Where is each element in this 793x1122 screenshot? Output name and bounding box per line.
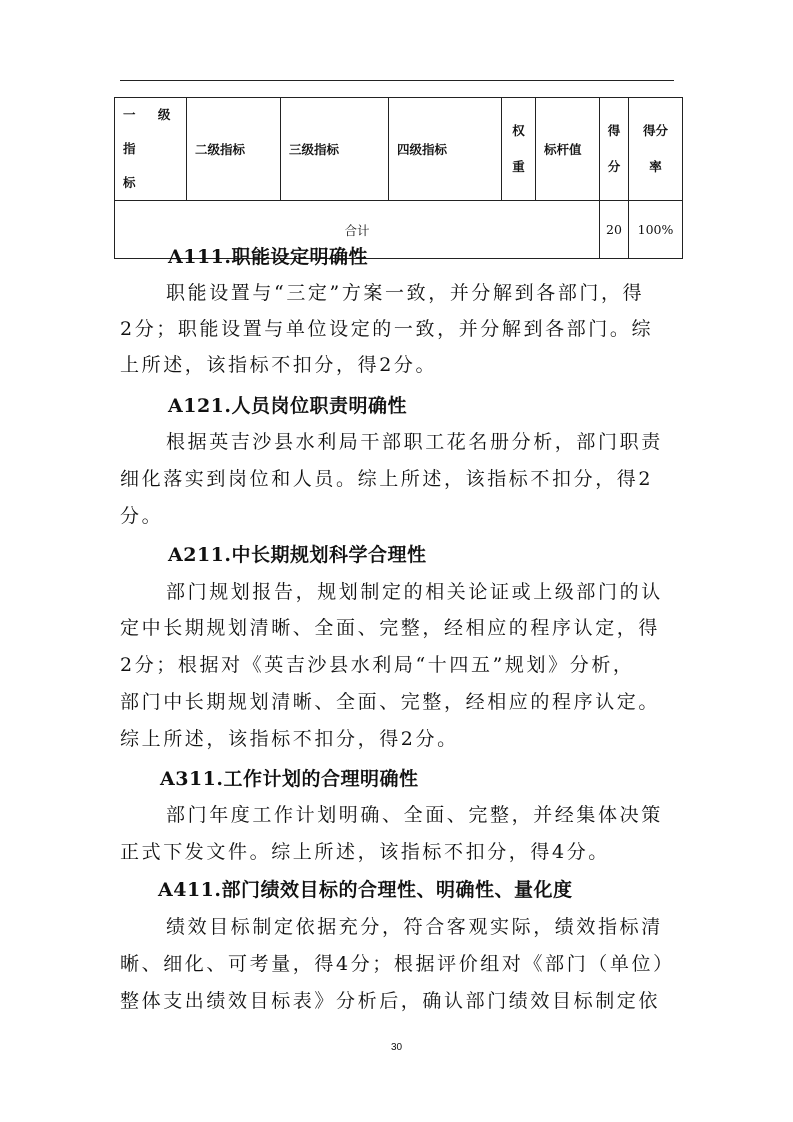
- paragraph-line: 绩效目标制定依据充分，符合客观实际，绩效指标清: [166, 916, 663, 938]
- total-score: 20: [600, 201, 629, 259]
- paragraph-line: 整体支出绩效目标表》分析后，确认部门绩效目标制定依: [120, 990, 661, 1012]
- header-level3: 三级指标: [281, 98, 389, 201]
- header-weight-line1: 权: [512, 123, 525, 138]
- header-score-line1: 得: [607, 123, 621, 138]
- header-level1: [115, 98, 187, 201]
- header-weight-line2: 重: [512, 159, 525, 174]
- header-level1-line1: 一 级 指: [123, 107, 180, 156]
- header-level2: 二级指标: [187, 98, 281, 201]
- paragraph-line: 根据英吉沙县水利局干部职工花名册分析，部门职责: [166, 431, 663, 453]
- header-benchmark: 标杆值: [536, 98, 600, 201]
- header-level1-line2: 标: [123, 175, 136, 190]
- paragraph-line: 2分；职能设置与单位设定的一致，并分解到各部门。综: [120, 318, 654, 340]
- paragraph-line: 晰、细化、可考量，得4分；根据评价组对《部门（单位）: [120, 953, 675, 975]
- score-table: [114, 97, 683, 259]
- section-heading: A121.人员岗位职责明确性: [168, 395, 408, 417]
- header-level4: 四级指标: [389, 98, 502, 201]
- paragraph-line: 部门中长期规划清晰、全面、完整，经相应的程序认定。: [120, 691, 661, 713]
- paragraph-line: 2分；根据对《英吉沙县水利局“十四五”规划》分析，: [120, 654, 635, 676]
- paragraph-line: 定中长期规划清晰、全面、完整，经相应的程序认定，得: [120, 617, 661, 639]
- total-label: 合计: [115, 201, 600, 259]
- header-score: [600, 98, 629, 201]
- paragraph-line: 职能设置与“三定”方案一致，并分解到各部门，得: [166, 282, 645, 304]
- header-rule: [120, 80, 674, 81]
- table-header-row: [115, 98, 683, 201]
- header-weight: [502, 98, 536, 201]
- paragraph-line: 正式下发文件。综上所述，该指标不扣分，得4分。: [120, 841, 610, 863]
- header-rate-line2: 率: [649, 159, 662, 174]
- paragraph-line: 综上所述，该指标不扣分，得2分。: [120, 728, 459, 750]
- paragraph-line: 部门年度工作计划明确、全面、完整，并经集体决策: [166, 804, 663, 826]
- section-heading: A111.职能设定明确性: [168, 246, 369, 268]
- header-score-line2: 分: [607, 159, 621, 174]
- section-heading: A311.工作计划的合理明确性: [160, 768, 419, 790]
- total-rate: 100%: [629, 201, 683, 259]
- header-rate: [629, 98, 683, 201]
- paragraph-line: 上所述，该指标不扣分，得2分。: [120, 354, 438, 376]
- header-rate-line1: 得分: [642, 123, 668, 138]
- section-heading: A211.中长期规划科学合理性: [168, 544, 427, 566]
- section-heading: A411.部门绩效目标的合理性、明确性、量化度: [158, 879, 573, 901]
- paragraph-line: 细化落实到岗位和人员。综上所述，该指标不扣分，得2: [120, 468, 654, 490]
- paragraph-line: 分。: [120, 505, 164, 527]
- paragraph-line: 部门规划报告，规划制定的相关论证或上级部门的认: [166, 581, 663, 603]
- page-number: 30: [390, 1042, 403, 1053]
